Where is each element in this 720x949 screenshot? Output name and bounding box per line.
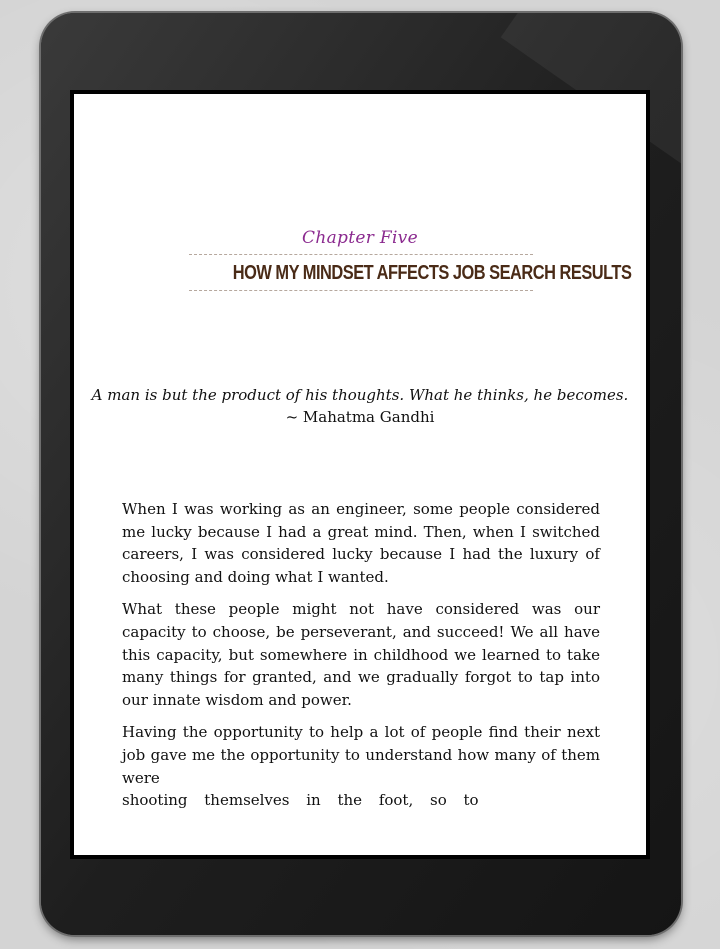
epigraph — [74, 384, 646, 428]
tablet-screen[interactable] — [70, 90, 650, 859]
chapter-title-block — [189, 254, 632, 291]
quote-author: ~ Mahatma Gandhi — [285, 408, 435, 426]
paragraph-2: What these people might not have considered was our capacity to choose, be perseverant, and succeed! We all have this capacity, but somewhere in childhood we learned to take many things for granted, and we gradually forgot to tap into our innate wisdom and power. — [122, 600, 600, 709]
ebook-page[interactable] — [74, 94, 646, 855]
paragraph-3: Having the opportunity to help a lot of people find their next job gave me the opportunity to understand how many of them were — [122, 723, 600, 787]
chapter-body — [122, 498, 600, 822]
chapter-label: Chapter Five — [302, 228, 418, 248]
paragraph-3-continuation: shooting themselves in the foot, so to — [122, 791, 479, 810]
quote-text: A man is but the product of his thoughts. What he thinks, he becomes. — [91, 386, 629, 404]
paragraph-1: When I was working as an engineer, some people considered me lucky because I had a great mind. Then, when I switched careers, I was considered lucky because I had the luxury of choosing and doing what I wanted. — [122, 500, 600, 586]
chapter-title: HOW MY MINDSET AFFECTS JOB SEARCH RESULTS — [232, 262, 632, 284]
tablet-device — [41, 13, 681, 935]
